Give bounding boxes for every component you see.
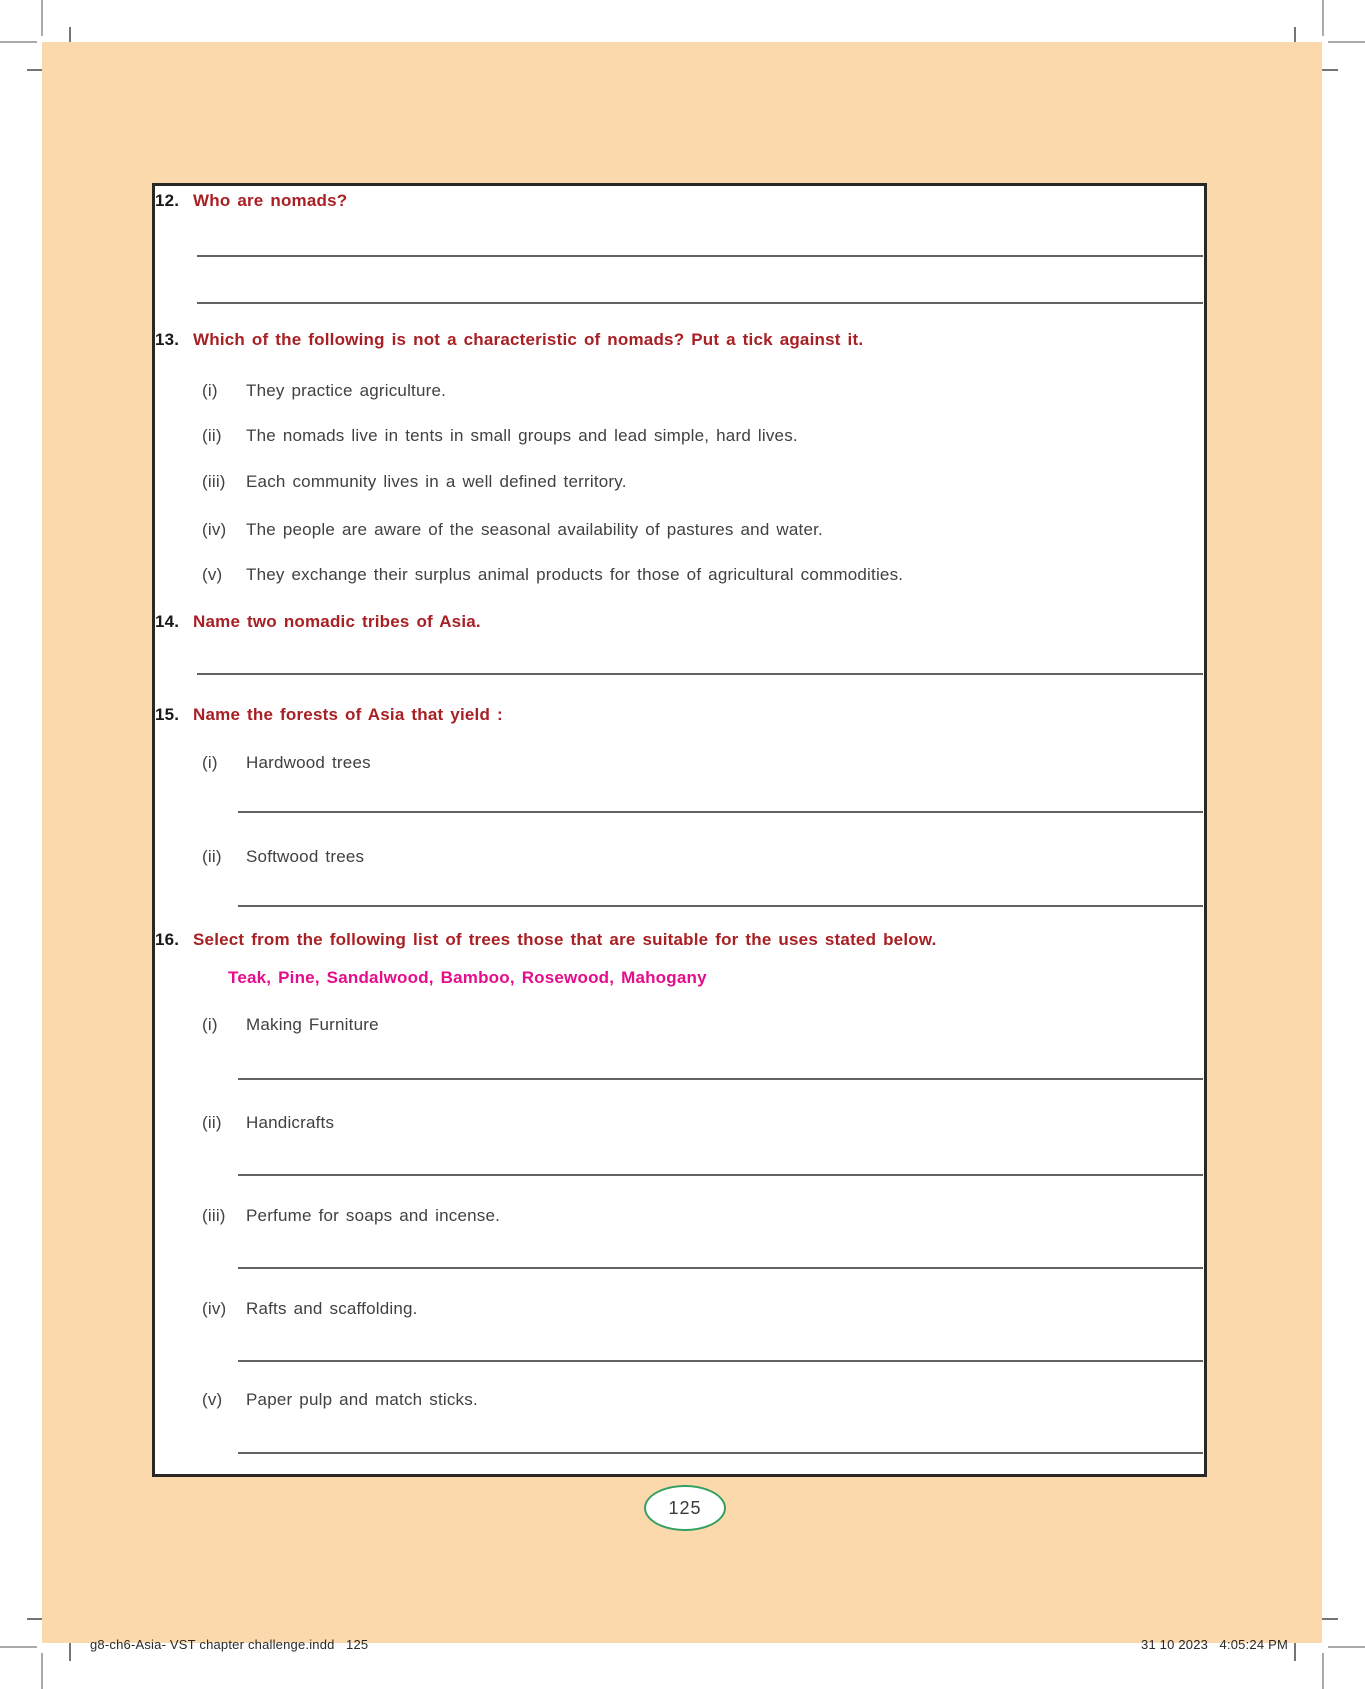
answer-line	[238, 1452, 1203, 1454]
option-marker: (ii)	[202, 426, 222, 445]
answer-line	[197, 673, 1203, 675]
question-number: 14.	[155, 612, 180, 631]
answer-line	[238, 1267, 1203, 1269]
option-row	[202, 1389, 478, 1411]
page-number: 125	[668, 1497, 702, 1518]
option-row	[202, 564, 903, 586]
option-text: They practice agriculture.	[246, 381, 447, 400]
option-row	[202, 1298, 418, 1320]
question-heading: Select from the following list of trees those that are suitable for the uses stated below.	[193, 930, 937, 949]
answer-line	[238, 811, 1203, 813]
option-text: Softwood trees	[246, 847, 365, 866]
option-marker: (i)	[202, 753, 218, 772]
question-heading: Who are nomads?	[193, 191, 348, 210]
question-12	[155, 190, 347, 212]
footer-imprint-timestamp: 31 10 2023 4:05:24 PM	[1141, 1637, 1288, 1652]
option-row	[202, 1014, 379, 1036]
option-marker: (iv)	[202, 520, 227, 539]
crop-mark	[1322, 1653, 1324, 1689]
option-text: Each community lives in a well defined territory.	[246, 472, 627, 491]
option-marker: (iii)	[202, 472, 226, 491]
answer-line	[197, 302, 1203, 304]
answer-line	[238, 1360, 1203, 1362]
crop-mark	[0, 41, 37, 43]
question-number: 12.	[155, 191, 180, 210]
answer-line	[238, 905, 1203, 907]
option-marker: (ii)	[202, 847, 222, 866]
crop-mark	[41, 1653, 43, 1689]
option-row	[202, 471, 627, 493]
question-number: 13.	[155, 330, 180, 349]
footer-imprint-filename: g8-ch6-Asia- VST chapter challenge.indd 125	[90, 1637, 369, 1652]
question-14	[155, 611, 481, 633]
question-heading: Name the forests of Asia that yield :	[193, 705, 503, 724]
question-16	[155, 929, 937, 951]
option-text: Making Furniture	[246, 1015, 379, 1034]
option-text: Perfume for soaps and incense.	[246, 1206, 501, 1225]
option-marker: (i)	[202, 381, 218, 400]
option-row	[202, 425, 798, 447]
question-number: 15.	[155, 705, 180, 724]
answer-line	[238, 1174, 1203, 1176]
answer-line	[197, 255, 1203, 257]
option-marker: (iii)	[202, 1206, 226, 1225]
option-text: Paper pulp and match sticks.	[246, 1390, 478, 1409]
option-row	[202, 752, 371, 774]
question-box	[152, 183, 1207, 1477]
option-text: Rafts and scaffolding.	[246, 1299, 418, 1318]
question-13	[155, 329, 863, 351]
crop-mark	[1322, 0, 1324, 36]
tree-list: Teak, Pine, Sandalwood, Bamboo, Rosewood, Mahogany	[228, 968, 707, 987]
question-heading: Name two nomadic tribes of Asia.	[193, 612, 481, 631]
crop-mark	[41, 0, 43, 36]
crop-mark	[1328, 1646, 1365, 1648]
option-text: The people are aware of the seasonal availability of pastures and water.	[246, 520, 823, 539]
question-15	[155, 704, 503, 726]
option-text: Handicrafts	[246, 1113, 335, 1132]
option-text: The nomads live in tents in small groups and lead simple, hard lives.	[246, 426, 798, 445]
option-row	[202, 380, 446, 402]
answer-line	[238, 1078, 1203, 1080]
question-number: 16.	[155, 930, 180, 949]
option-marker: (v)	[202, 565, 223, 584]
option-text: Hardwood trees	[246, 753, 371, 772]
option-marker: (iv)	[202, 1299, 227, 1318]
crop-mark	[1328, 41, 1365, 43]
option-row	[202, 1205, 500, 1227]
option-marker: (v)	[202, 1390, 223, 1409]
option-row	[202, 846, 364, 868]
page-number-badge	[644, 1485, 726, 1531]
option-row	[202, 1112, 334, 1134]
option-marker: (ii)	[202, 1113, 222, 1132]
question-heading: Which of the following is not a characteristic of nomads? Put a tick against it.	[193, 330, 864, 349]
option-text: They exchange their surplus animal products for those of agricultural commodities.	[246, 565, 904, 584]
crop-mark	[0, 1646, 37, 1648]
option-marker: (i)	[202, 1015, 218, 1034]
option-row	[202, 519, 823, 541]
